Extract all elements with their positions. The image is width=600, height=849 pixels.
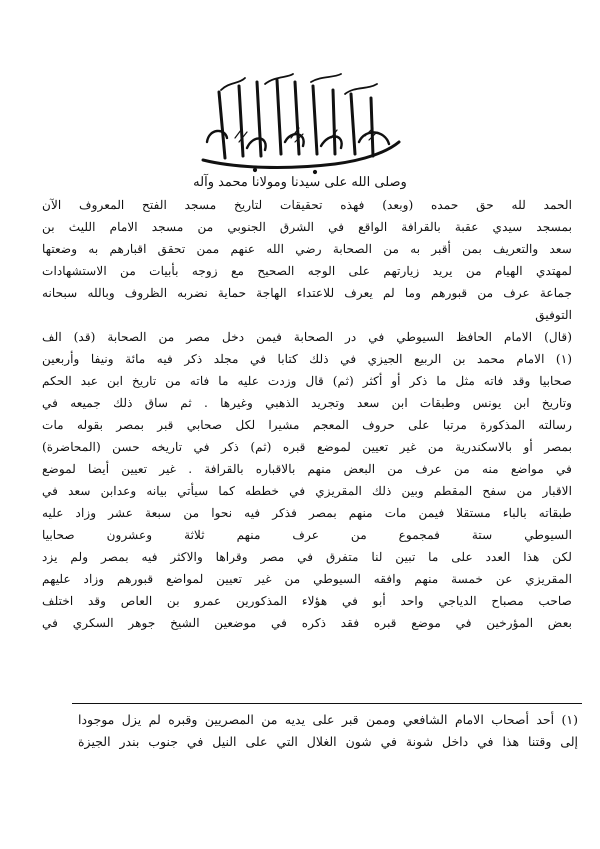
footnotes bbox=[78, 709, 578, 753]
text-line: (قال) الامام الحافظ السيوطي في در الصحابة فيمن دخل مصر من الصحابة (قد) الف bbox=[42, 330, 572, 344]
blessing-line: وصلى الله على سيدنا ومولانا محمد وآله bbox=[193, 175, 407, 190]
text-line: بمصر أو بالاسكندرية من غير تعيين لموضع قبره (ثم) ذكر في تاريخه حسن (المحاضرة) bbox=[42, 440, 572, 454]
text-line: بمسجد سيدي عقبة بالقرافة الواقع في الشرق الجنوبي من مسجد الامام الليث بن bbox=[42, 220, 572, 234]
main-text bbox=[42, 194, 572, 634]
text-line: صحابيا وقد فاته مثل ما ذكر أو أكثر (ثم) قال وزدت عليه ما فاته من تاريخ ابن عبد الحكم bbox=[42, 374, 572, 388]
text-line: المقريزي عن خمسة منهم وافقه السيوطي من غير تعيين لمواضع قبورهم وزاد عليهم bbox=[42, 572, 572, 586]
text-line: لكن هذا العدد على ما تبين لنا متفرق في مصر وقراها والاكثر فيه بمصر ولم يزد bbox=[42, 550, 572, 564]
text-line: (١) الامام محمد بن الربيع الجيزي في ذلك كتابا في مجلد ذكر فيه مائة ونيفا وأربعين bbox=[42, 352, 572, 366]
text-line: الحمد لله حق حمده (وبعد) فهذه تحقيقات لتاريخ مسجد الفتح المعروف الآن bbox=[42, 198, 572, 212]
text-line: التوفيق bbox=[535, 308, 572, 322]
text-line: في مواضع منه من عرف من البعض منهم بالاقباره بالقرافة . غير تعيين أيضا لموضع bbox=[42, 462, 572, 476]
text-line: لمهتدي الهيام من يريد زيارتهم على الوجه الصحيح مع زوجه بأبيات من الاستشهادات bbox=[42, 264, 572, 278]
text-line: الاقبار من سفح المقطم وبين ذلك المقريزي في خططه كما سيأتي بيانه وعدابن سعد في bbox=[42, 484, 572, 498]
footnote-line: إلى وقتنا هذا في داخل شونة في شون الغلال التي على النيل في جنوب بندر الجيزة bbox=[78, 734, 578, 749]
text-line: طبقاته بالباء مستقلا فيمن مات منهم بمصر فذكر فيه نحوا من سبعة عشر وزاد عليه bbox=[42, 506, 572, 520]
text-line: سعد والتعريف بمن أقبر به من الصحابة رضي الله عنهم ممن تحقق اقبارهم به وضعتها bbox=[42, 242, 572, 256]
text-line: صاحب مصباح الدياجي واحد أبو في هؤلاء المذكورين عمرو بن العاص وقد اختلف bbox=[42, 594, 572, 608]
basmala-calligraphy-drawing bbox=[195, 72, 405, 176]
footnote-divider bbox=[72, 703, 582, 704]
text-line: بعض المؤرخين في موضع قبره فقد ذكره في موضعين الشيخ جوهر السكري في bbox=[42, 616, 572, 630]
text-line: رسالته المذكورة مرتبا على حروف المعجم مشيرا لكل صحابي قبر بمصر بقوله مات bbox=[42, 418, 572, 432]
basmala-calligraphy bbox=[195, 72, 405, 176]
text-line: جماعة عرف من قبورهم وما لم يعرف للاعتداء الهاجة حماية نضربه الظروف وبالله سبحانه bbox=[42, 286, 572, 300]
text-line: وتاريخ ابن يونس وطبقات ابن سعد وتجريد الذهبي وغيرها . ثم ساق ذلك جميعه في bbox=[42, 396, 572, 410]
text-line: السيوطي ستة فمجموع من عرف منهم ثلاثة وعشرون صحابيا bbox=[42, 528, 572, 542]
footnote-line: (١) أحد أصحاب الامام الشافعي وممن قبر على يديه من المصريين وقبره لم يزل موجودا bbox=[78, 712, 578, 727]
